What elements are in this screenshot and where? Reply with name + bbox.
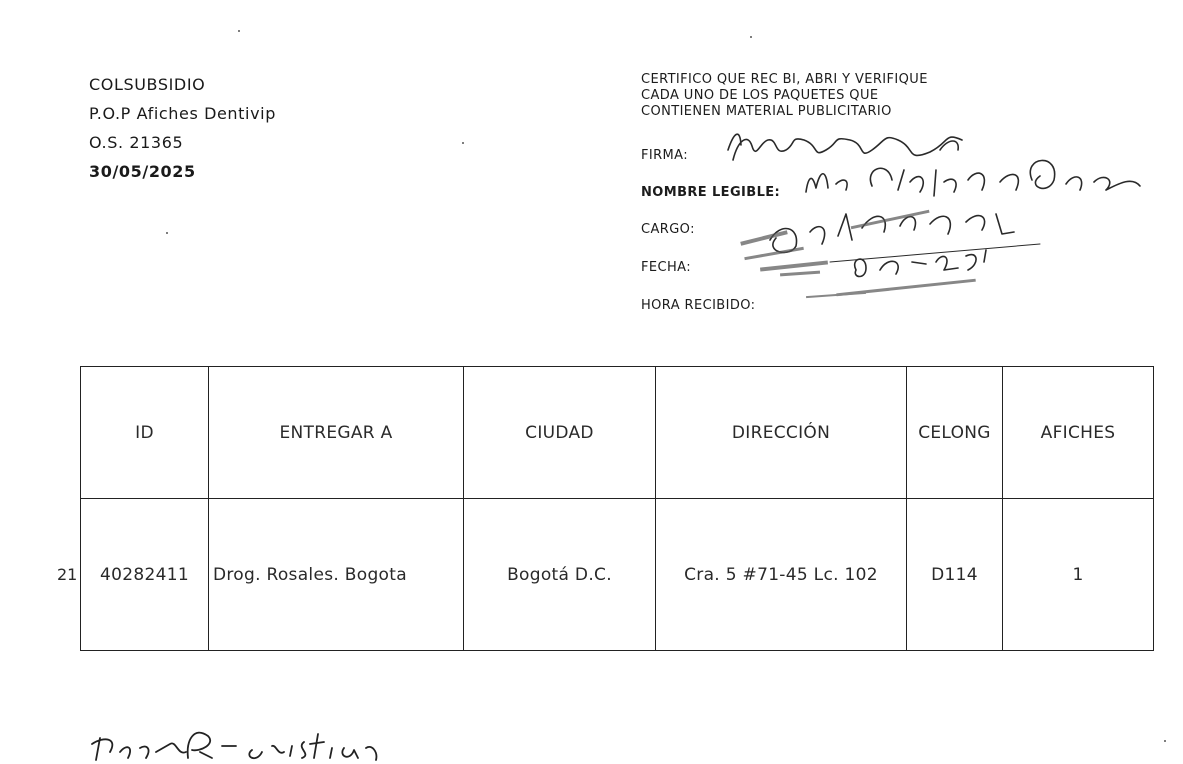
cert-statement-line-3: CONTIENEN MATERIAL PUBLICITARIO xyxy=(641,104,892,119)
nombre-handwriting xyxy=(806,160,1140,196)
cert-statement-line-1: CERTIFICO QUE REC BI, ABRI Y VERIFIQUE xyxy=(641,72,928,87)
fecha-label: FECHA: xyxy=(641,260,691,275)
column-header-id: ID xyxy=(81,367,209,499)
cargo-label: CARGO: xyxy=(641,222,695,237)
nombre-legible-label: NOMBRE LEGIBLE: xyxy=(641,185,781,200)
column-header-afiches: AFICHES xyxy=(1003,367,1154,499)
table-row xyxy=(81,499,1154,651)
cell-direccion: Cra. 5 #71-45 Lc. 102 xyxy=(656,499,907,651)
company-name: COLSUBSIDIO xyxy=(89,75,206,94)
cell-entregar-a: Drog. Rosales. Bogota xyxy=(209,499,464,651)
firma-label: FIRMA: xyxy=(641,148,689,163)
scan-speck xyxy=(1164,740,1166,742)
column-header-ciudad: CIUDAD xyxy=(464,367,656,499)
column-header-entregar-a: ENTREGAR A xyxy=(209,367,464,499)
cell-afiches: 1 xyxy=(1003,499,1154,651)
cell-celong: D114 xyxy=(907,499,1003,651)
scan-speck xyxy=(750,36,752,38)
order-number: O.S. 21365 xyxy=(89,133,184,152)
document-date: 30/05/2025 xyxy=(89,162,196,181)
scan-speck xyxy=(462,142,464,144)
column-header-direccion: DIRECCIÓN xyxy=(656,367,907,499)
table-header-row xyxy=(81,367,1154,499)
item-description: P.O.P Afiches Dentivip xyxy=(89,104,276,123)
cert-statement-line-2: CADA UNO DE LOS PAQUETES QUE xyxy=(641,88,879,103)
hora-recibido-label: HORA RECIBIDO: xyxy=(641,298,756,313)
cell-ciudad: Bogotá D.C. xyxy=(464,499,656,651)
shipment-table xyxy=(80,366,1154,651)
column-header-celong: CELONG xyxy=(907,367,1003,499)
received-stamp xyxy=(740,210,976,298)
scan-speck xyxy=(166,232,168,234)
row-number: 21 xyxy=(57,565,78,584)
firma-signature xyxy=(728,134,962,160)
scan-speck xyxy=(238,30,240,32)
cell-id: 40282411 xyxy=(81,499,209,651)
footer-signature xyxy=(92,733,376,760)
